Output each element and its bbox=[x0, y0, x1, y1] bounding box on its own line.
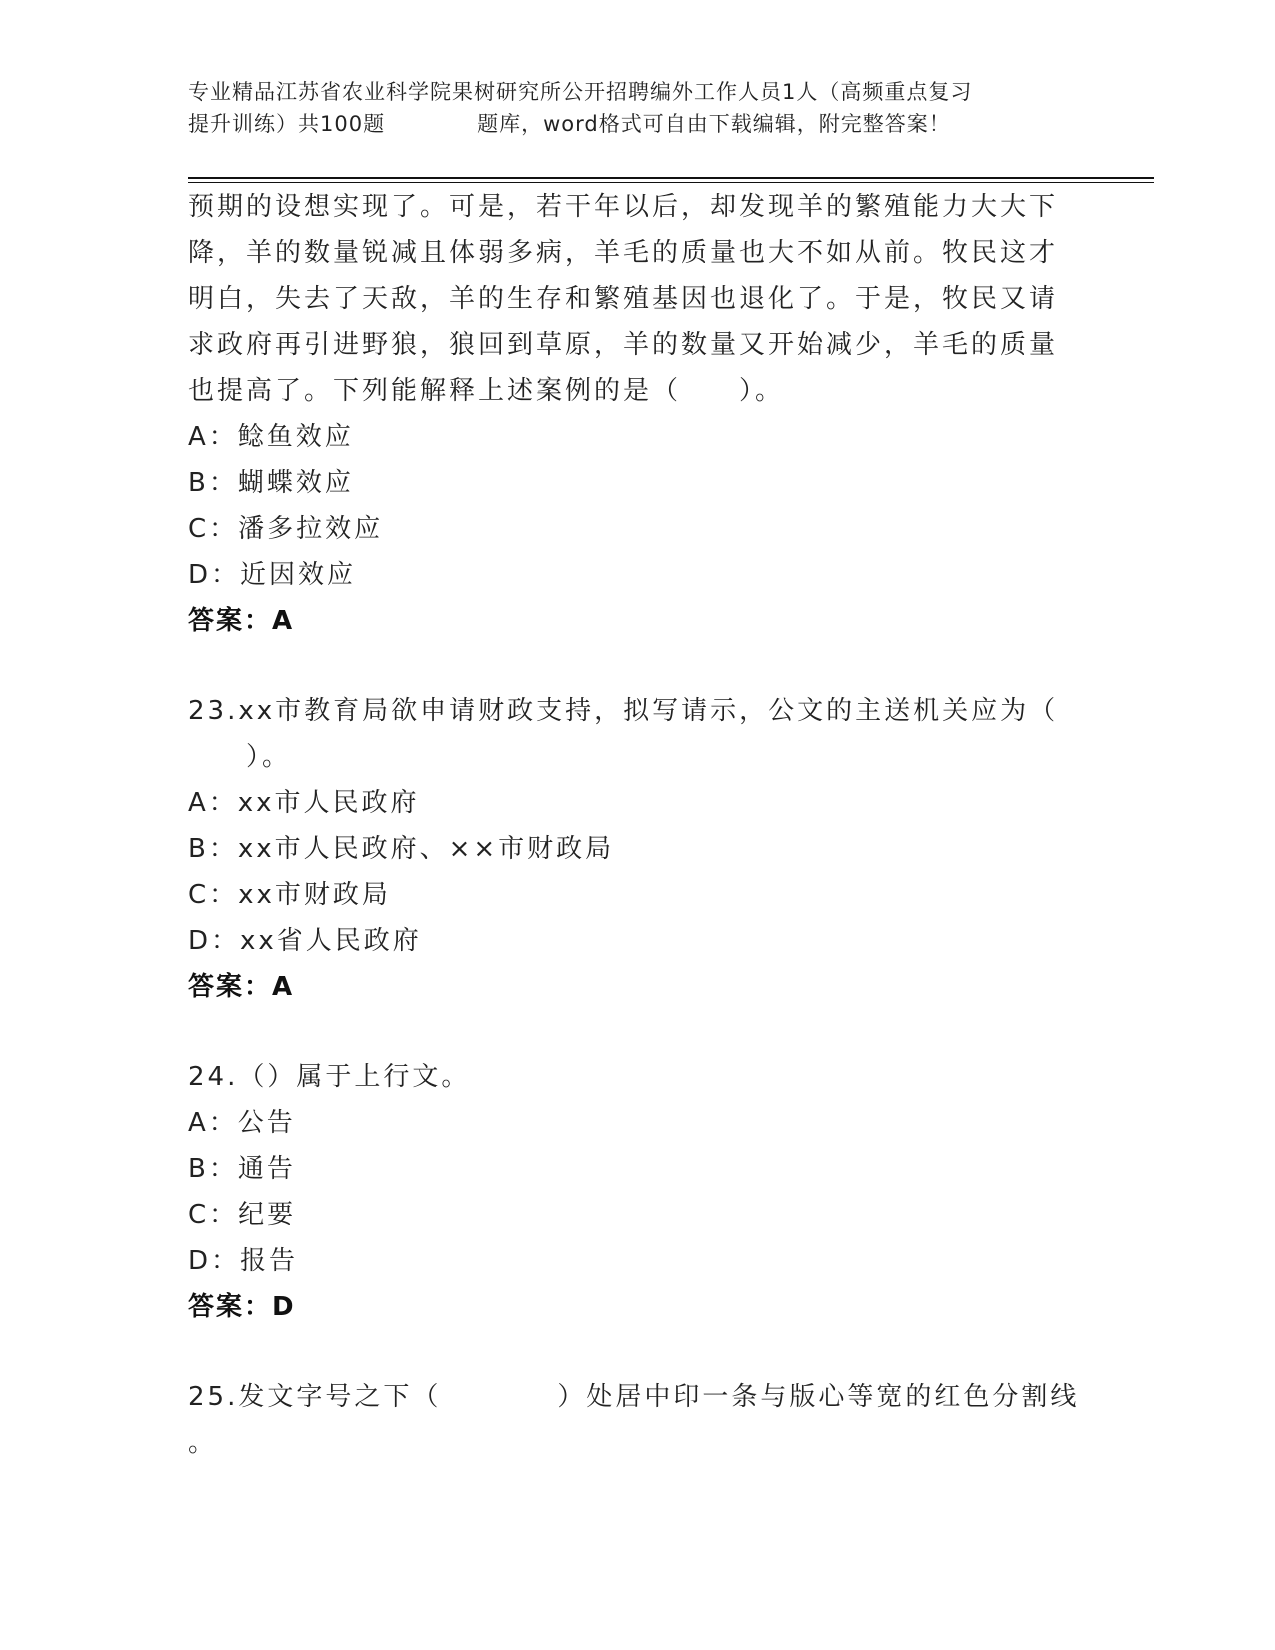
question-stem-line: 降，羊的数量锐减且体弱多病，羊毛的质量也大不如从前。牧民这才 bbox=[188, 238, 1059, 268]
question-stem-line: ）。 bbox=[188, 742, 292, 772]
question-stem-line: 明白，失去了天敌，羊的生存和繁殖基因也退化了。于是，牧民又请 bbox=[188, 284, 1059, 314]
header-line-2-right: 题库，word格式可自由下载编辑，附完整答案！ bbox=[477, 112, 951, 136]
header-rule-thick bbox=[188, 177, 1154, 179]
option-a: A：xx市人民政府 bbox=[188, 788, 420, 818]
page-header bbox=[188, 76, 1088, 140]
question-stem-line: 。 bbox=[188, 1428, 218, 1458]
header-line-2 bbox=[188, 108, 1088, 140]
question-block bbox=[188, 184, 1080, 1466]
question-stem-line: 23.xx市教育局欲申请财政支持，拟写请示，公文的主送机关应为（ bbox=[188, 696, 1059, 726]
answer-label: 答案：A bbox=[188, 972, 295, 1002]
header-line-2-left: 提升训练）共100题 bbox=[188, 112, 386, 136]
option-d: D：xx省人民政府 bbox=[188, 926, 422, 956]
option-a: A：公告 bbox=[188, 1108, 296, 1138]
option-b: B：通告 bbox=[188, 1154, 296, 1184]
option-a: A：鲶鱼效应 bbox=[188, 422, 354, 452]
question-23 bbox=[188, 688, 1068, 1010]
question-stem-line: 也提高了。下列能解释上述案例的是（ ）。 bbox=[188, 376, 785, 406]
question-22 bbox=[188, 184, 1068, 644]
header-rule-thin bbox=[188, 182, 1154, 183]
question-stem-line: 25.发文字号之下（ ）处居中印一条与版心等宽的红色分割线 bbox=[188, 1382, 1080, 1412]
option-c: C：纪要 bbox=[188, 1200, 297, 1230]
option-d: D：报告 bbox=[188, 1246, 299, 1276]
option-b: B：蝴蝶效应 bbox=[188, 468, 354, 498]
answer-label: 答案：A bbox=[188, 606, 295, 636]
question-stem-line: 预期的设想实现了。可是，若干年以后，却发现羊的繁殖能力大大下 bbox=[188, 192, 1059, 222]
question-25 bbox=[188, 1374, 1080, 1466]
option-c: C：潘多拉效应 bbox=[188, 514, 384, 544]
header-line-1: 专业精品江苏省农业科学院果树研究所公开招聘编外工作人员1人（高频重点复习 bbox=[188, 80, 973, 104]
option-c: C：xx市财政局 bbox=[188, 880, 391, 910]
answer-label: 答案：D bbox=[188, 1292, 296, 1322]
question-24 bbox=[188, 1054, 1068, 1330]
question-stem-line: 24.（）属于上行文。 bbox=[188, 1062, 471, 1092]
option-b: B：xx市人民政府、××市财政局 bbox=[188, 834, 615, 864]
option-d: D：近因效应 bbox=[188, 560, 357, 590]
question-stem-line: 求政府再引进野狼，狼回到草原，羊的数量又开始减少，羊毛的质量 bbox=[188, 330, 1059, 360]
